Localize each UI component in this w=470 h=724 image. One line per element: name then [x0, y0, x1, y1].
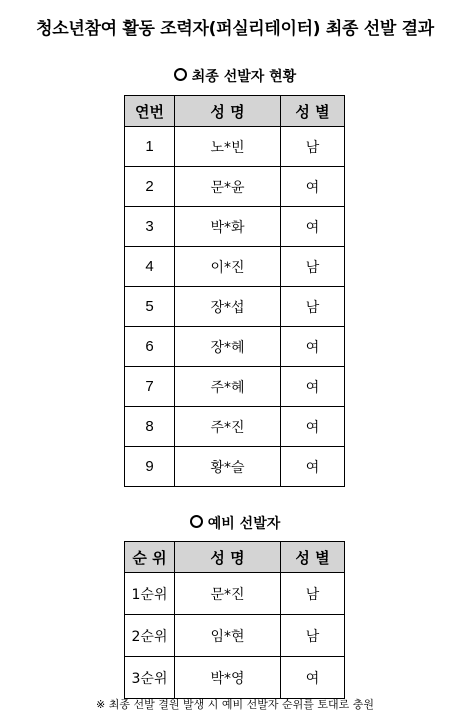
gender-cell: 남 — [281, 573, 345, 615]
table-header-row — [125, 96, 345, 127]
name-cell: 문*윤 — [175, 167, 281, 207]
gender-cell: 여 — [281, 657, 345, 699]
gender-cell: 여 — [281, 207, 345, 247]
rank-cell: 1순위 — [125, 573, 175, 615]
gender-cell: 여 — [281, 167, 345, 207]
final-selection-table — [124, 95, 345, 487]
name-cell: 박*영 — [175, 657, 281, 699]
table-row — [125, 167, 345, 207]
table-row — [125, 287, 345, 327]
rank-cell: 2순위 — [125, 615, 175, 657]
number-cell: 6 — [125, 327, 175, 367]
gender-cell: 여 — [281, 327, 345, 367]
number-cell: 2 — [125, 167, 175, 207]
gender-cell: 남 — [281, 247, 345, 287]
table-header-row — [125, 542, 345, 573]
final-selection-heading-label: 최종 선발자 현황 — [191, 69, 297, 85]
name-cell: 주*진 — [175, 407, 281, 447]
table-row — [125, 573, 345, 615]
name-cell: 문*진 — [175, 573, 281, 615]
column-header-rank: 순 위 — [125, 542, 175, 573]
column-header-gender: 성 별 — [281, 542, 345, 573]
reserve-selection-heading-label: 예비 선발자 — [207, 516, 281, 532]
footnote: ※ 최종 선발 결원 발생 시 예비 선발자 순위를 토대로 충원 — [96, 698, 374, 711]
table-row — [125, 447, 345, 487]
table-row — [125, 657, 345, 699]
table-row — [125, 127, 345, 167]
column-header-gender: 성 별 — [281, 96, 345, 127]
number-cell: 1 — [125, 127, 175, 167]
final-selection-heading — [0, 66, 470, 86]
reserve-selection-heading — [0, 513, 470, 533]
circle-bullet-icon — [174, 68, 187, 81]
column-header-number: 연번 — [125, 96, 175, 127]
rank-cell: 3순위 — [125, 657, 175, 699]
name-cell: 장*섭 — [175, 287, 281, 327]
gender-cell: 여 — [281, 407, 345, 447]
name-cell: 박*화 — [175, 207, 281, 247]
column-header-name: 성 명 — [175, 542, 281, 573]
circle-bullet-icon — [190, 515, 203, 528]
name-cell: 장*혜 — [175, 327, 281, 367]
gender-cell: 남 — [281, 127, 345, 167]
table-row — [125, 327, 345, 367]
reserve-selection-table — [124, 541, 345, 699]
table-row — [125, 247, 345, 287]
number-cell: 7 — [125, 367, 175, 407]
column-header-name: 성 명 — [175, 96, 281, 127]
name-cell: 이*진 — [175, 247, 281, 287]
name-cell: 임*현 — [175, 615, 281, 657]
name-cell: 주*혜 — [175, 367, 281, 407]
number-cell: 5 — [125, 287, 175, 327]
number-cell: 3 — [125, 207, 175, 247]
table-row — [125, 407, 345, 447]
table-row — [125, 615, 345, 657]
gender-cell: 남 — [281, 615, 345, 657]
name-cell: 황*슬 — [175, 447, 281, 487]
number-cell: 4 — [125, 247, 175, 287]
number-cell: 9 — [125, 447, 175, 487]
number-cell: 8 — [125, 407, 175, 447]
gender-cell: 남 — [281, 287, 345, 327]
name-cell: 노*빈 — [175, 127, 281, 167]
gender-cell: 여 — [281, 447, 345, 487]
table-row — [125, 207, 345, 247]
gender-cell: 여 — [281, 367, 345, 407]
page-title: 청소년참여 활동 조력자(퍼실리테이터) 최종 선발 결과 — [36, 19, 434, 39]
table-row — [125, 367, 345, 407]
